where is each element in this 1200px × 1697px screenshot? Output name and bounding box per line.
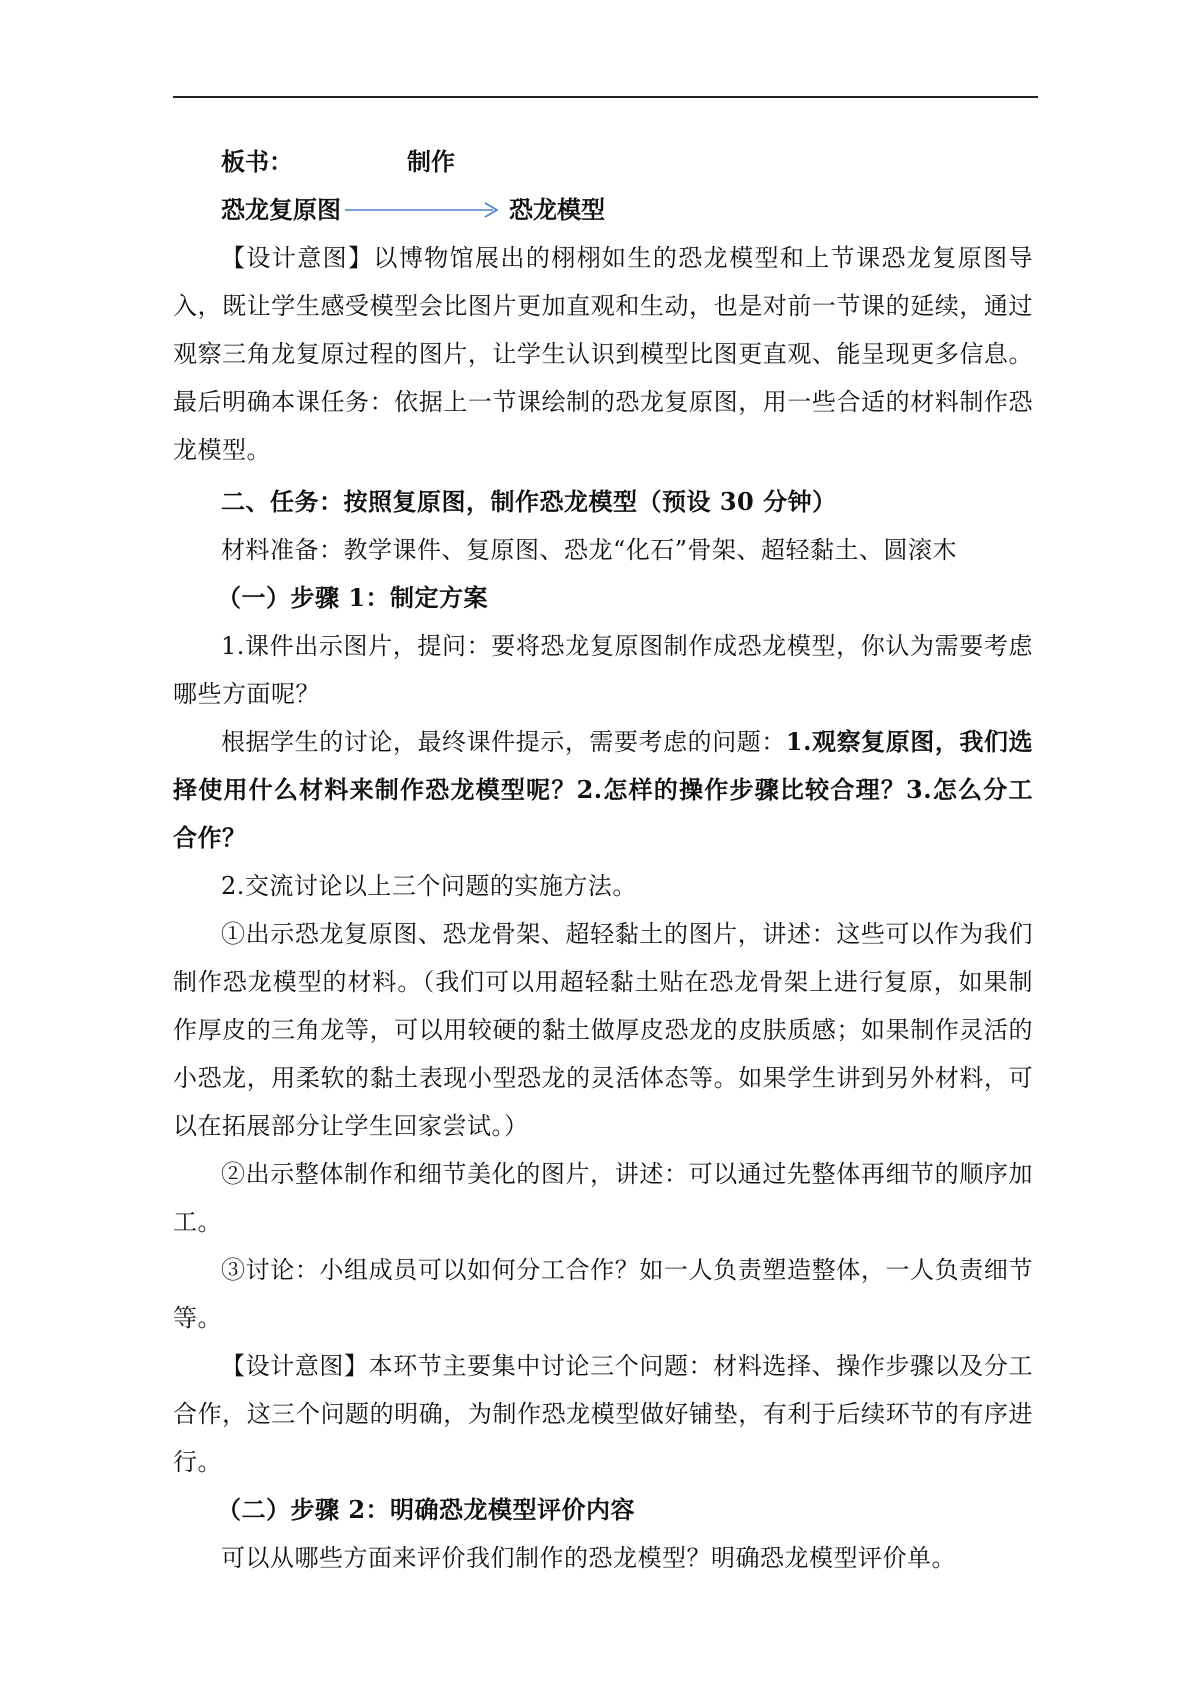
materials-list: 材料准备：教学课件、复原图、恐龙“化石”骨架、超轻黏土、圆滚木: [221, 536, 958, 564]
blackboard-label: 板书：: [221, 147, 293, 176]
design-intent-2: 【设计意图】本环节主要集中讨论三个问题：材料选择、操作步骤以及分工合作，这三个问题的明确，为制作恐龙模型做好铺垫，有利于后续环节的有序进行。: [173, 1352, 1033, 1476]
blackboard-flow-row: [173, 186, 1033, 234]
item-2: ②出示整体制作和细节美化的图片，讲述：可以通过先整体再细节的顺序加工。: [173, 1160, 1033, 1236]
blackboard-title-row: [173, 138, 1033, 186]
question-2: 2.交流讨论以上三个问题的实施方法。: [221, 872, 637, 900]
step2-heading: （二）步骤 2：明确恐龙模型评价内容: [217, 1495, 636, 1524]
evaluation-question: 可以从哪些方面来评价我们制作的恐龙模型？明确恐龙模型评价单。: [221, 1544, 956, 1572]
discussion-questions: 1.观察复原图，我们选择使用什么材料来制作恐龙模型呢？2.怎样的操作步骤比较合理？3.怎么分工合作？: [173, 727, 1034, 852]
item-3: ③讨论：小组成员可以如何分工合作？如一人负责塑造整体，一人负责细节等。: [173, 1256, 1033, 1332]
arrow-right-icon: [345, 200, 505, 220]
discussion-paragraph: [173, 718, 1033, 862]
document-body: [173, 138, 1033, 1582]
step1-heading: （一）步骤 1：制定方案: [217, 583, 489, 612]
header-rule: [173, 96, 1038, 98]
blackboard-to: 恐龙模型: [509, 195, 605, 224]
item-1: ①出示恐龙复原图、恐龙骨架、超轻黏土的图片，讲述：这些可以作为我们制作恐龙模型的材料。（我们可以用超轻黏土贴在恐龙骨架上进行复原，如果制作厚皮的三角龙等，可以用较硬的黏土做厚皮恐龙的皮肤质感；如果制作灵活的小恐龙，用柔软的黏土表现小型恐龙的灵活体态等。如果学生讲到另外材料，可以在拓展部分让学生回家尝试。）: [173, 920, 1033, 1140]
discussion-intro: 根据学生的讨论，最终课件提示，需要考虑的问题：: [221, 728, 786, 756]
blackboard-action: 制作: [407, 147, 455, 176]
blackboard-from: 恐龙复原图: [221, 195, 341, 224]
question-1: 1.课件出示图片，提问：要将恐龙复原图制作成恐龙模型，你认为需要考虑哪些方面呢？: [173, 632, 1033, 708]
design-intent-1: 【设计意图】以博物馆展出的栩栩如生的恐龙模型和上节课恐龙复原图导入，既让学生感受模型会比图片更加直观和生动，也是对前一节课的延续，通过观察三角龙复原过程的图片，让学生认识到模型比图更直观、能呈现更多信息。最后明确本课任务：依据上一节课绘制的恐龙复原图，用一些合适的材料制作恐龙模型。: [173, 244, 1033, 464]
section-heading-2: 二、任务：按照复原图，制作恐龙模型（预设 30 分钟）: [221, 487, 837, 516]
